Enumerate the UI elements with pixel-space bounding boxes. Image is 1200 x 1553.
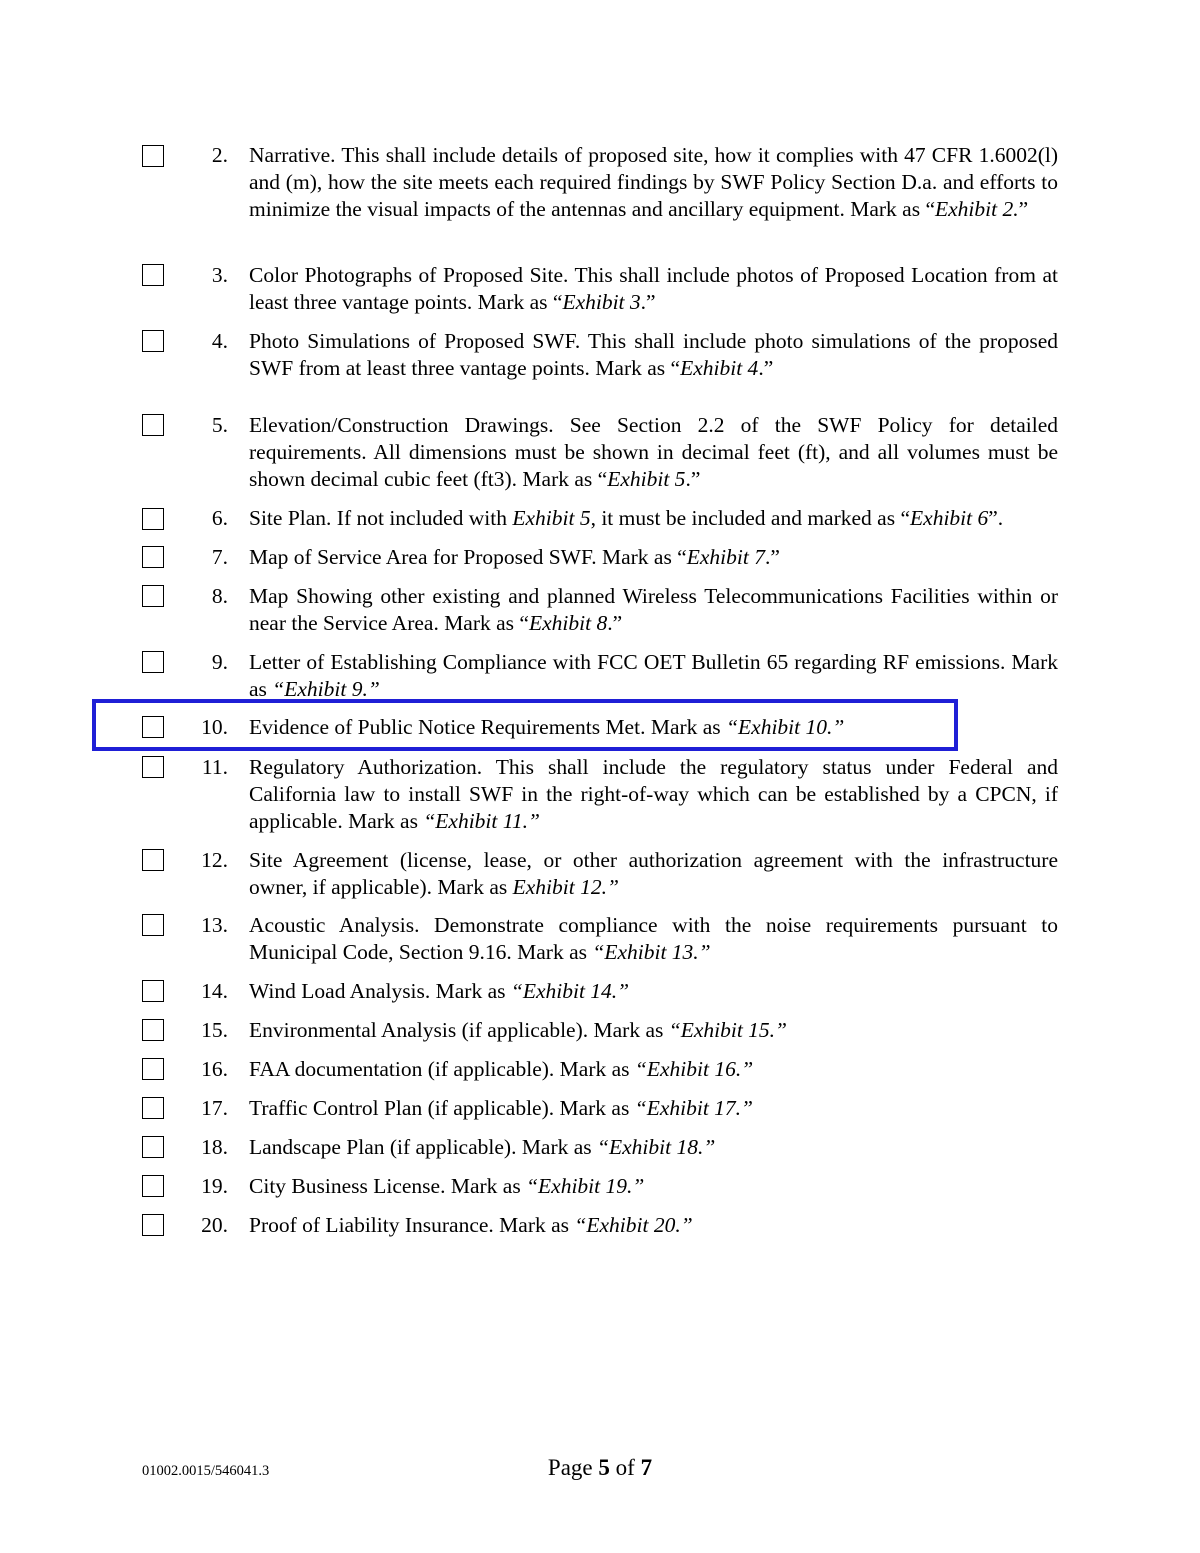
checkbox[interactable] — [142, 1058, 164, 1080]
item-text: Traffic Control Plan (if applicable). Mark as “Exhibit 17.” — [249, 1096, 753, 1120]
document-id: 01002.0015/546041.3 — [142, 1463, 270, 1479]
item-text: Acoustic Analysis. Demonstrate compliance with the noise requirements pursuant to Municipal Code, Section 9.16. Mark as “Exhibit 13.” — [249, 913, 1058, 964]
item-text: Landscape Plan (if applicable). Mark as “Exhibit 18.” — [249, 1135, 716, 1159]
item-text: Regulatory Authorization. This shall include the regulatory status under Federal and California law to install SWF in the right-of-way which can be established by a CPCN, if applicable. Mark as “Exhibit 11.” — [249, 755, 1058, 833]
checkbox[interactable] — [142, 1097, 164, 1119]
item-number: 10. — [201, 715, 228, 739]
checkbox[interactable] — [142, 546, 164, 568]
checkbox[interactable] — [142, 1175, 164, 1197]
item-text: Narrative. This shall include details of proposed site, how it complies with 47 CFR 1.6002(l) and (m), how the site meets each required findings by SWF Policy Section D.a. and efforts to minimize the visual impacts of the antennas and ancillary equipment. Mark as “Exhibit 2.” — [249, 143, 1058, 221]
item-text: Evidence of Public Notice Requirements Met. Mark as “Exhibit 10.” — [249, 715, 845, 739]
checkbox[interactable] — [142, 914, 164, 936]
checkbox[interactable] — [142, 264, 164, 286]
item-text: Map Showing other existing and planned Wireless Telecommunications Facilities within or near the Service Area. Mark as “Exhibit 8.” — [249, 584, 1058, 635]
checkbox[interactable] — [142, 1019, 164, 1041]
item-number: 18. — [201, 1135, 228, 1159]
item-text: Environmental Analysis (if applicable). Mark as “Exhibit 15.” — [249, 1018, 787, 1042]
checkbox[interactable] — [142, 1214, 164, 1236]
checkbox[interactable] — [142, 414, 164, 436]
item-text: Color Photographs of Proposed Site. This shall include photos of Proposed Location from at least three vantage points. Mark as “Exhibit 3.” — [249, 263, 1058, 314]
item-text: Site Plan. If not included with Exhibit 5, it must be included and marked as “Exhibit 6”. — [249, 506, 1004, 530]
checkbox[interactable] — [142, 849, 164, 871]
item-text: Letter of Establishing Compliance with FCC OET Bulletin 65 regarding RF emissions. Mark as “Exhibit 9.” — [249, 650, 1058, 701]
item-number: 13. — [201, 913, 228, 937]
item-number: 7. — [211, 545, 228, 569]
checkbox[interactable] — [142, 756, 164, 778]
item-text: Map of Service Area for Proposed SWF. Mark as “Exhibit 7.” — [249, 545, 780, 569]
item-number: 3. — [211, 263, 228, 287]
item-text: Photo Simulations of Proposed SWF. This shall include photo simulations of the proposed SWF from at least three vantage points. Mark as “Exhibit 4.” — [249, 329, 1058, 380]
checkbox[interactable] — [142, 651, 164, 673]
item-number: 8. — [211, 584, 228, 608]
checkbox[interactable] — [142, 585, 164, 607]
checkbox[interactable] — [142, 330, 164, 352]
item-number: 15. — [201, 1018, 228, 1042]
item-number: 17. — [201, 1096, 228, 1120]
item-number: 4. — [211, 329, 228, 353]
item-number: 16. — [201, 1057, 228, 1081]
item-text: Site Agreement (license, lease, or other authorization agreement with the infrastructure owner, if applicable). Mark as Exhibit 12.” — [249, 848, 1058, 899]
checkbox[interactable] — [142, 508, 164, 530]
item-text: FAA documentation (if applicable). Mark as “Exhibit 16.” — [249, 1057, 754, 1081]
item-number: 14. — [201, 979, 228, 1003]
item-text: Proof of Liability Insurance. Mark as “Exhibit 20.” — [249, 1213, 693, 1237]
checkbox[interactable] — [142, 716, 164, 738]
item-text: Wind Load Analysis. Mark as “Exhibit 14.” — [249, 979, 630, 1003]
item-number: 5. — [211, 413, 228, 437]
item-number: 20. — [201, 1213, 228, 1237]
item-number: 11. — [201, 755, 228, 779]
item-number: 2. — [211, 143, 228, 167]
checkbox[interactable] — [142, 1136, 164, 1158]
checkbox[interactable] — [142, 145, 164, 167]
item-number: 6. — [211, 506, 228, 530]
item-text: Elevation/Construction Drawings. See Section 2.2 of the SWF Policy for detailed requirements. All dimensions must be shown in decimal feet (ft), and all volumes must be shown decimal cubic feet (ft3). Mark as “Exhibit 5.” — [249, 413, 1058, 491]
checkbox[interactable] — [142, 980, 164, 1002]
item-number: 19. — [201, 1174, 228, 1198]
item-number: 9. — [211, 650, 228, 674]
page-number: Page 5 of 7 — [547, 1455, 653, 1480]
item-text: City Business License. Mark as “Exhibit 19.” — [249, 1174, 645, 1198]
item-number: 12. — [201, 848, 228, 872]
